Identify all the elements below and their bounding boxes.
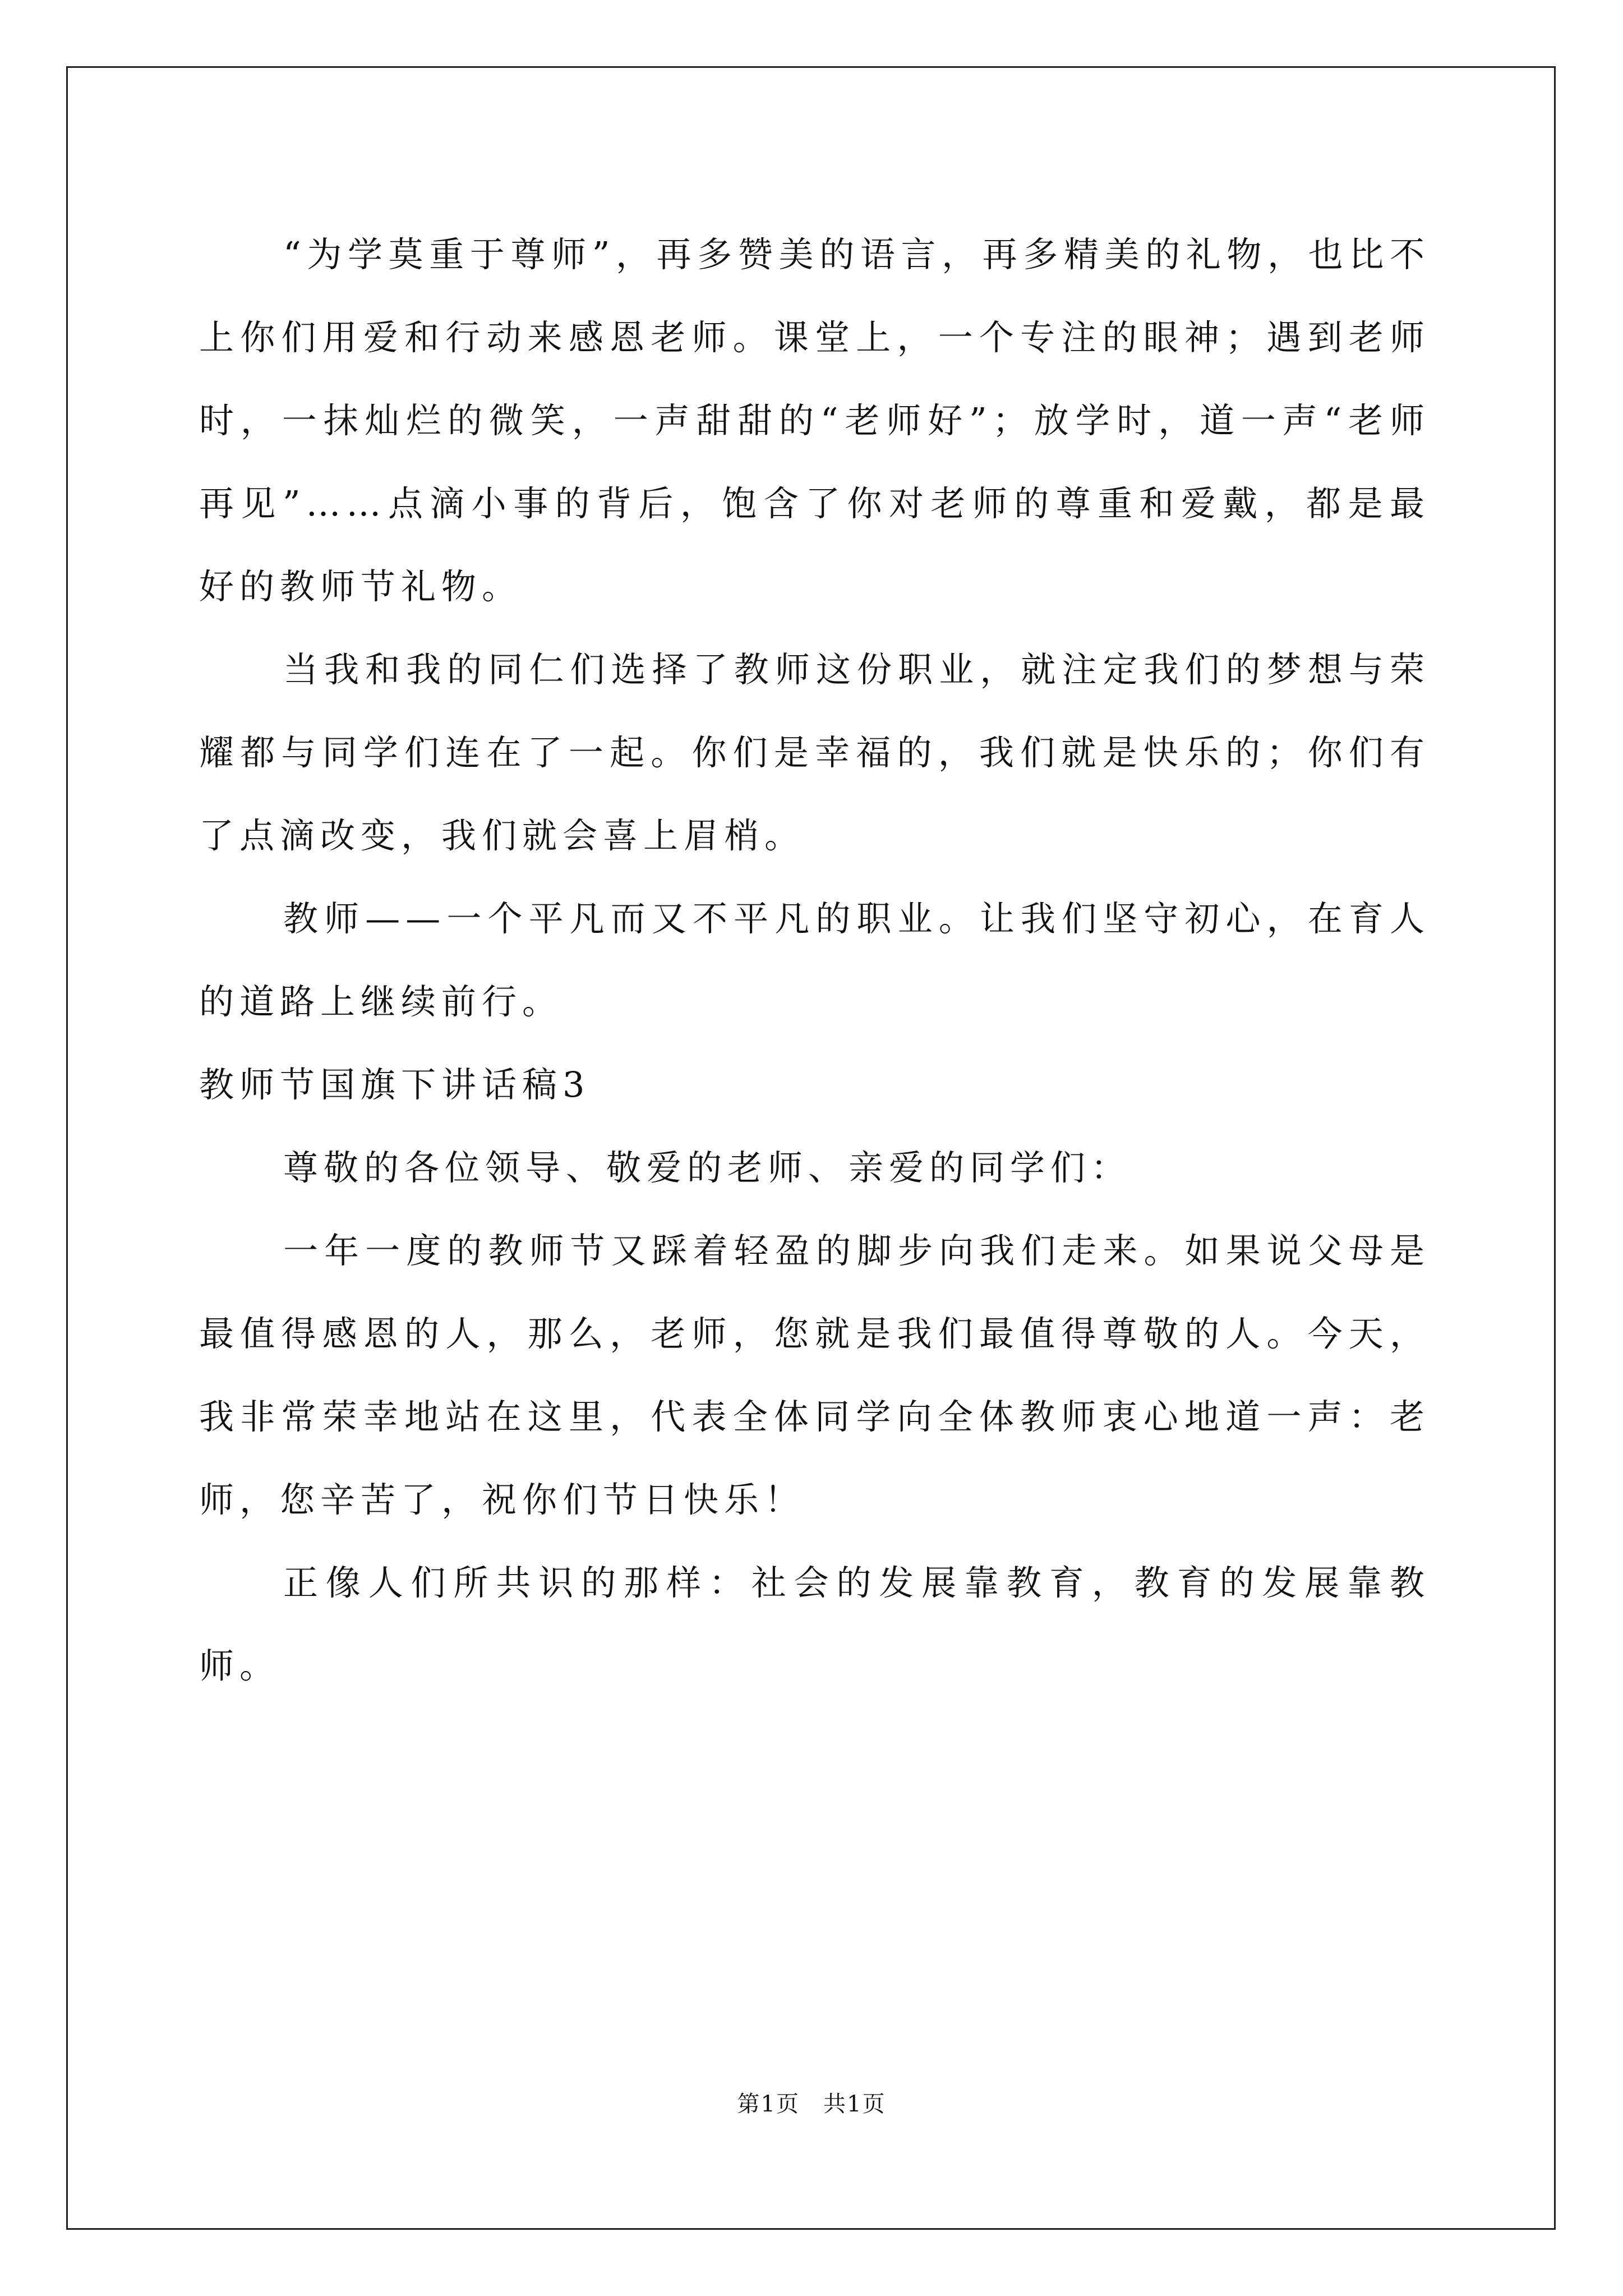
paragraph-education-development: 正像人们所共识的那样：社会的发展靠教育，教育的发展靠教师。 xyxy=(199,1562,1430,1686)
page-number-footer: 第1页 共1页 xyxy=(737,2091,886,2117)
paragraph-ordinary-profession: 教师——一个平凡而又不平凡的职业。让我们坚守初心，在育人的道路上继续前行。 xyxy=(199,898,1430,1022)
section-heading: 教师节国旗下讲话稿3 xyxy=(199,1064,591,1105)
paragraph-career-choice: 当我和我的同仁们选择了教师这份职业，就注定我们的梦想与荣耀都与同学们连在了一起。你们是幸福的，我们就是快乐的；你们有了点滴改变，我们就会喜上眉梢。 xyxy=(199,649,1430,856)
paragraph-teachers-day-greeting: 一年一度的教师节又踩着轻盈的脚步向我们走来。如果说父母是最值得感恩的人，那么，老师，您就是我们最值得尊敬的人。今天，我非常荣幸地站在这里，代表全体同学向全体教师衷心地道一声：老师，您辛苦了，祝你们节日快乐！ xyxy=(199,1230,1430,1520)
paragraph-gratitude-to-teachers: “为学莫重于尊师”，再多赞美的语言，再多精美的礼物，也比不上你们用爱和行动来感恩老师。课堂上，一个专注的眼神；遇到老师时，一抹灿烂的微笑，一声甜甜的“老师好”；放学时，道一声“老师再见”……点滴小事的背后，饱含了你对老师的尊重和爱戴，都是最好的教师节礼物。 xyxy=(199,234,1430,607)
paragraph-salutation: 尊敬的各位领导、敬爱的老师、亲爱的同学们： xyxy=(283,1147,1132,1188)
document-body xyxy=(199,213,1430,1708)
